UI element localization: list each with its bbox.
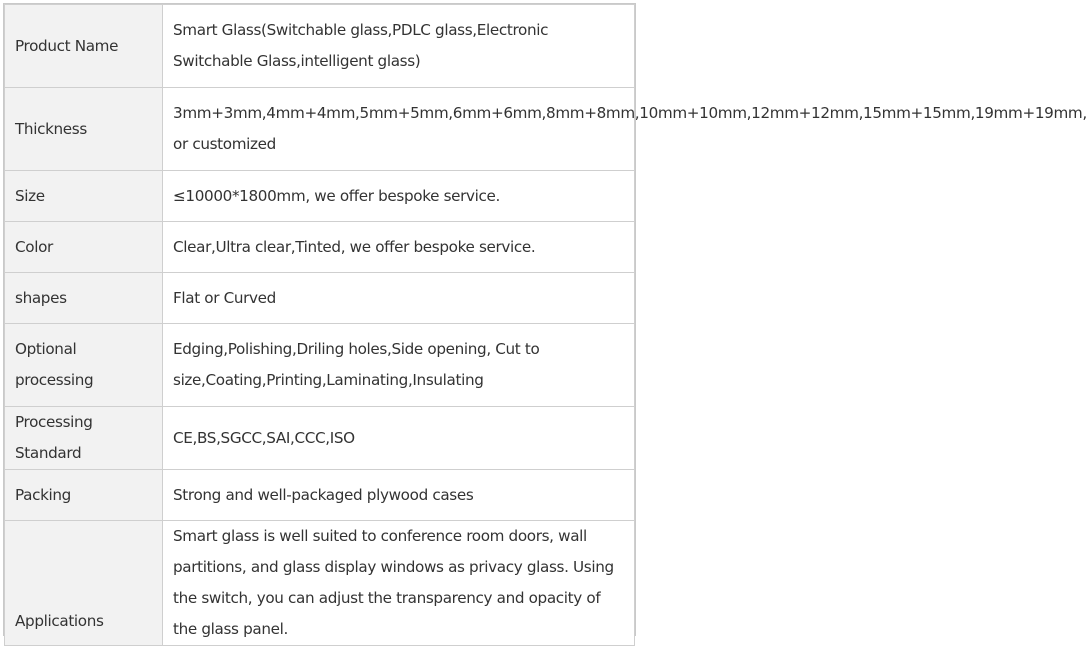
- row-value-processing-standard: CE,BS,SGCC,SAI,CCC,ISO: [163, 407, 635, 470]
- table-row: [5, 88, 635, 171]
- row-value-size: ≤10000*1800mm, we offer bespoke service.: [163, 171, 635, 222]
- row-value-packing: Strong and well-packaged plywood cases: [163, 470, 635, 521]
- table-row: [5, 470, 635, 521]
- row-key-packing: Packing: [5, 470, 163, 521]
- row-value-applications: Smart glass is well suited to conference room doors, wall partitions, and glass display windows as privacy glass. Using the switch, you can adjust the transparency and opacity of the glass panel.: [163, 521, 635, 646]
- table-row: [5, 5, 635, 88]
- row-key-applications: Applications: [5, 521, 163, 646]
- product-spec-table: [4, 4, 1087, 646]
- table-row: [5, 171, 635, 222]
- row-key-size: Size: [5, 171, 163, 222]
- row-key-color: Color: [5, 222, 163, 273]
- row-key-shapes: shapes: [5, 273, 163, 324]
- table-row: [5, 273, 635, 324]
- spec-table-frame: [3, 3, 1087, 638]
- row-value-optional-processing: Edging,Polishing,Driling holes,Side opening, Cut to size,Coating,Printing,Laminating,Insulating: [163, 324, 635, 407]
- row-key-processing-standard: Processing Standard: [5, 407, 163, 470]
- row-value-color: Clear,Ultra clear,Tinted, we offer bespoke service.: [163, 222, 635, 273]
- table-row: [5, 521, 635, 646]
- row-value-shapes: Flat or Curved: [163, 273, 635, 324]
- row-value-thickness: 3mm+3mm,4mm+4mm,5mm+5mm,6mm+6mm,8mm+8mm,10mm+10mm,12mm+12mm,15mm+15mm,19mm+19mm, or customized: [163, 88, 635, 171]
- table-row: [5, 222, 635, 273]
- row-key-product-name: Product Name: [5, 5, 163, 88]
- table-row: [5, 407, 635, 470]
- row-key-optional-processing: Optional processing: [5, 324, 163, 407]
- table-row: [5, 324, 635, 407]
- row-key-thickness: Thickness: [5, 88, 163, 171]
- row-value-product-name: Smart Glass(Switchable glass,PDLC glass,Electronic Switchable Glass,intelligent glass): [163, 5, 635, 88]
